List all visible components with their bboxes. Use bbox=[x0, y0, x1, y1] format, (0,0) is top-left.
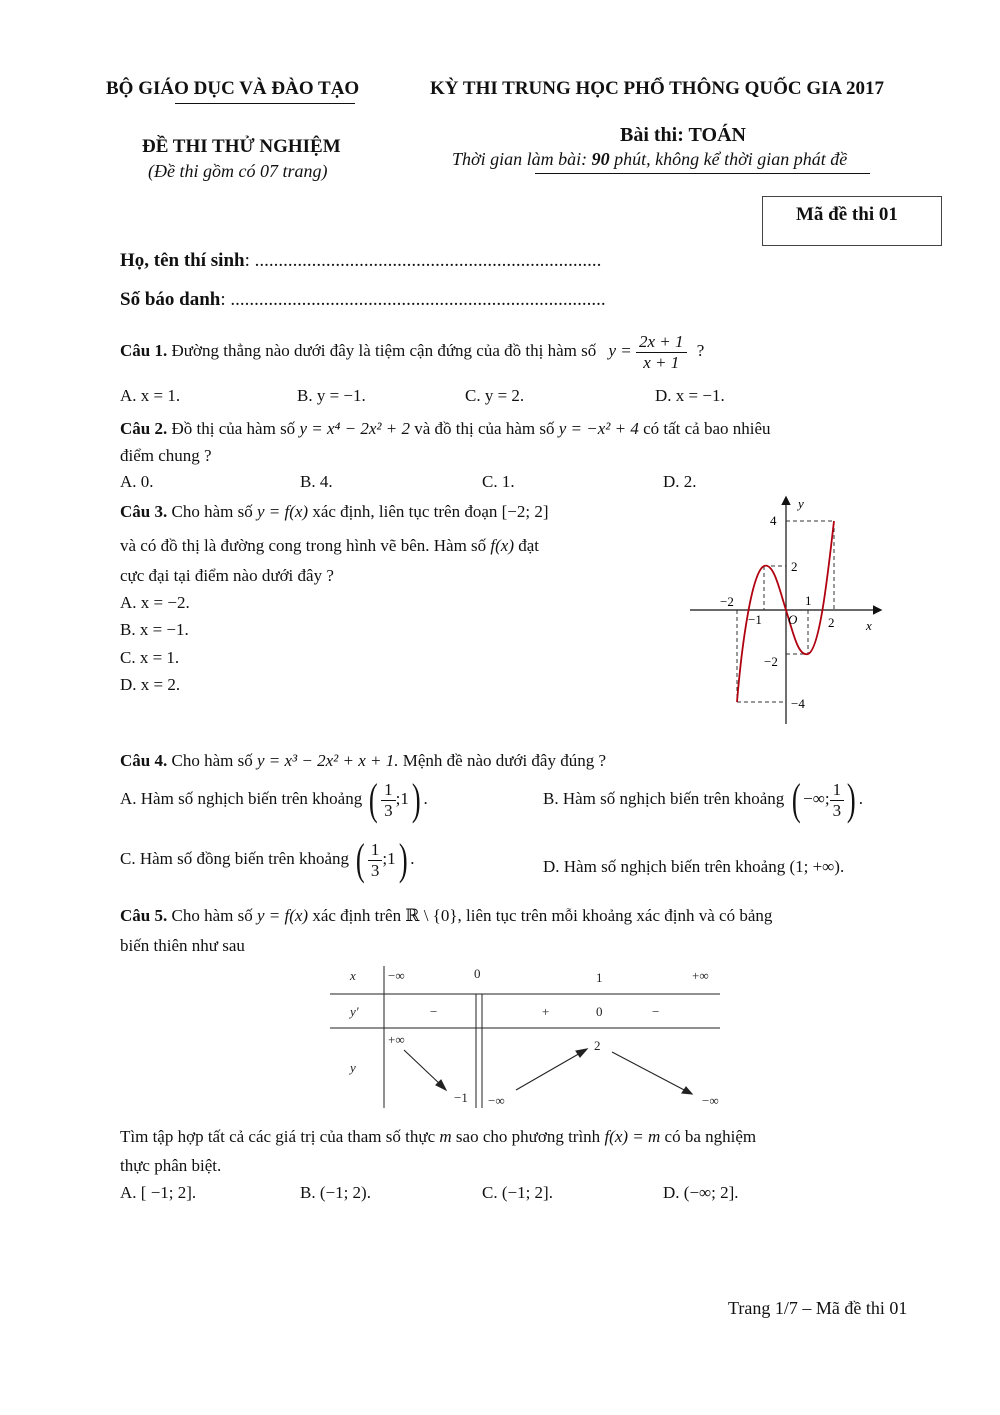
question-2-cont: điểm chung ? bbox=[120, 446, 212, 465]
tick-xm2: −2 bbox=[720, 594, 734, 609]
dy-sign-1: − bbox=[430, 1004, 438, 1019]
variation-table bbox=[330, 962, 722, 1110]
exam-time: Thời gian làm bài: 90 phút, không kể thời gian phát đề bbox=[452, 149, 848, 169]
y-axis-label: y bbox=[798, 496, 804, 511]
q4-option-d: D. Hàm số nghịch biến trên khoảng (1; +∞). bbox=[543, 857, 845, 876]
q2-option-d: D. 2. bbox=[663, 472, 697, 491]
time-underline bbox=[535, 173, 870, 174]
tick-y2: 2 bbox=[791, 559, 798, 574]
subject-title: Bài thi: TOÁN bbox=[620, 124, 746, 146]
y-val-pos-inf: +∞ bbox=[388, 1032, 405, 1047]
tick-xm1: −1 bbox=[748, 612, 762, 627]
q3-option-d: D. x = 2. bbox=[120, 675, 181, 694]
dy-zero: 0 bbox=[596, 1004, 603, 1019]
y-val-m1: −1 bbox=[454, 1090, 468, 1105]
q3-option-b: B. x = −1. bbox=[120, 620, 189, 639]
tick-y4: 4 bbox=[770, 513, 777, 528]
candidate-id-row: Số báo danh: ............................................................................... bbox=[120, 289, 606, 310]
candidate-name-row: Họ, tên thí sinh: ......................................................................... bbox=[120, 250, 602, 271]
ministry-underline bbox=[175, 103, 355, 104]
q3-option-a: A. x = −2. bbox=[120, 593, 190, 612]
y-val-2: 2 bbox=[594, 1038, 601, 1053]
q5-option-d: D. (−∞; 2]. bbox=[663, 1183, 739, 1202]
q2-option-b: B. 4. bbox=[300, 472, 333, 491]
page-footer: Trang 1/7 – Mã đề thi 01 bbox=[728, 1298, 908, 1318]
q2-option-a: A. 0. bbox=[120, 472, 154, 491]
tick-x2: 2 bbox=[828, 615, 835, 630]
q1-option-a: A. x = 1. bbox=[120, 386, 181, 405]
q1-option-c: C. y = 2. bbox=[465, 386, 525, 405]
tick-ym4: −4 bbox=[791, 696, 805, 711]
q4-option-a: A. Hàm số nghịch biến trên khoảng ( $\frac{1}{3}$ ;1) . bbox=[120, 775, 428, 824]
row-x-label: x bbox=[350, 968, 356, 983]
x-axis-label: x bbox=[866, 618, 872, 633]
y-val-neg-inf-1: −∞ bbox=[488, 1093, 505, 1108]
question-5-ask-cont: thực phân biệt. bbox=[120, 1156, 222, 1175]
tick-x1: 1 bbox=[805, 593, 812, 608]
question-3-cont2: cực đại tại điểm nào dưới đây ? bbox=[120, 566, 334, 585]
y-val-neg-inf-2: −∞ bbox=[702, 1093, 719, 1108]
x-val-0: 0 bbox=[474, 966, 481, 981]
question-4: Câu 4. Cho hàm số y = x³ − 2x² + x + 1. Mệnh đề nào dưới đây đúng ? bbox=[120, 751, 607, 770]
exam-title: KỲ THI TRUNG HỌC PHỔ THÔNG QUỐC GIA 2017 bbox=[430, 78, 884, 99]
q3-option-c: C. x = 1. bbox=[120, 648, 180, 667]
q5-option-c: C. (−1; 2]. bbox=[482, 1183, 553, 1202]
tick-ym2: −2 bbox=[764, 654, 778, 669]
row-y-label: y bbox=[350, 1060, 356, 1075]
q1-option-b: B. y = −1. bbox=[297, 386, 366, 405]
origin-label: O bbox=[788, 612, 798, 627]
question-5: Câu 5. Cho hàm số y = f(x) xác định trên ℝ \ {0}, liên tục trên mỗi khoảng xác định và có bảng bbox=[120, 906, 773, 925]
question-3-cont1: và có đồ thị là đường cong trong hình vẽ bên. Hàm số f(x) đạt bbox=[120, 536, 540, 555]
dy-sign-2: + bbox=[542, 1004, 550, 1019]
question-5-ask: Tìm tập hợp tất cả các giá trị của tham số thực m sao cho phương trình f(x) = m có ba nghiệm bbox=[120, 1127, 757, 1146]
x-val-pos-inf: +∞ bbox=[692, 968, 709, 983]
q1-option-d: D. x = −1. bbox=[655, 386, 725, 405]
dy-sign-3: − bbox=[652, 1004, 660, 1019]
question-5-cont: biến thiên như sau bbox=[120, 936, 245, 955]
x-val-1: 1 bbox=[596, 970, 603, 985]
exam-type: ĐỀ THI THỬ NGHIỆM bbox=[142, 136, 341, 157]
question-2: Câu 2. Đồ thị của hàm số y = x⁴ − 2x² + 2 và đồ thị của hàm số y = −x² + 4 có tất cả bao nhiêu bbox=[120, 419, 771, 438]
q4-option-b: B. Hàm số nghịch biến trên khoảng ( −∞; $\frac{1}{3}$ ) . bbox=[543, 775, 864, 824]
q3-graph bbox=[690, 492, 890, 732]
q4-option-c: C. Hàm số đồng biến trên khoảng ( $\frac{1}{3}$ ;1) . bbox=[120, 835, 415, 884]
q1-fraction: $\frac{2x + 1}{x + 1}$ bbox=[636, 332, 687, 372]
question-3: Câu 3. Cho hàm số y = f(x) xác định, liên tục trên đoạn [−2; 2] bbox=[120, 502, 549, 521]
q2-option-c: C. 1. bbox=[482, 472, 515, 491]
ministry-title: BỘ GIÁO DỤC VÀ ĐÀO TẠO bbox=[106, 78, 360, 99]
exam-code: Mã đề thi 01 bbox=[796, 204, 898, 225]
row-dy-label: y′ bbox=[350, 1004, 359, 1019]
variation-arrows bbox=[404, 1049, 692, 1094]
q5-option-a: A. [ −1; 2]. bbox=[120, 1183, 197, 1202]
pages-note: (Đề thi gồm có 07 trang) bbox=[148, 161, 328, 181]
q5-option-b: B. (−1; 2). bbox=[300, 1183, 371, 1202]
x-val-neg-inf: −∞ bbox=[388, 968, 405, 983]
question-1: Câu 1. Đường thẳng nào dưới đây là tiệm cận đứng của đồ thị hàm số y = $\frac{2x + 1}{x + 1}$ ? bbox=[120, 332, 705, 372]
